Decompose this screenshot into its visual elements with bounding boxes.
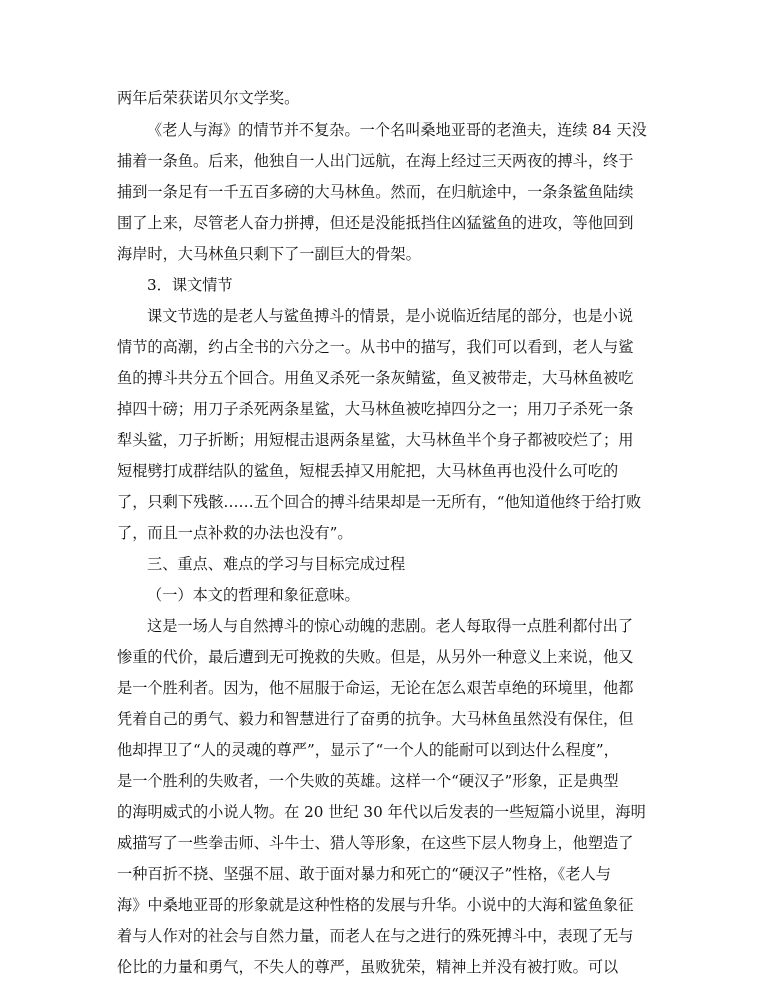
text-line: 课文节选的是老人与鲨鱼搏斗的情景，是小说临近结尾的部分，也是小说 — [147, 307, 633, 325]
text-line: 短棍劈打成群结队的鲨鱼，短棍丢掉又用舵把，大马林鱼再也没什么可吃的 — [117, 462, 619, 480]
section-heading: 3．课文情节 — [147, 276, 233, 294]
text-line: 是一个胜利的失败者，一个失败的英雄。这样一个“硬汉子”形象，正是典型 — [117, 772, 619, 790]
text-line: 着与人作对的社会与自然力量，而老人在与之进行的殊死搏斗中，表现了无与 — [117, 927, 634, 945]
section-heading: 三、重点、难点的学习与目标完成过程 — [147, 555, 406, 573]
text-line: 的海明威式的小说人物。在 20 世纪 30 年代以后发表的一些短篇小说里，海明 — [117, 803, 646, 821]
text-line: 一种百折不挠、坚强不屈、敢于面对暴力和死亡的“硬汉子”性格，《老人与 — [117, 865, 611, 883]
text-line: 捕着一条鱼。后来，他独自一人出门远航，在海上经过三天两夜的搏斗，终于 — [117, 152, 634, 170]
text-line: 海岸时，大马林鱼只剩下了一副巨大的骨架。 — [117, 245, 421, 263]
text-line: 犁头鲨，刀子折断；用短棍击退两条星鲨，大马林鱼半个身子都被咬烂了；用 — [117, 431, 634, 449]
text-line: 了，而且一点补救的办法也没有”。 — [117, 524, 353, 542]
text-line: 这是一场人与自然搏斗的惊心动魄的悲剧。老人每取得一点胜利都付出了 — [147, 617, 633, 635]
text-line: 《老人与海》的情节并不复杂。一个名叫桑地亚哥的老渔夫，连续 84 天没 — [147, 121, 647, 139]
text-line: 他却捍卫了“人的灵魂的尊严”，显示了“一个人的能耐可以到达什么程度”， — [117, 741, 619, 759]
text-line: 是一个胜利者。因为，他不屈服于命运，无论在怎么艰苦卓绝的环境里，他都 — [117, 679, 634, 697]
text-line: 惨重的代价，最后遭到无可挽救的失败。但是，从另外一种意义上来说，他又 — [117, 648, 634, 666]
text-line: 掉四十磅；用刀子杀死两条星鲨，大马林鱼被吃掉四分之一；用刀子杀死一条 — [117, 400, 634, 418]
text-line: 鱼的搏斗共分五个回合。用鱼叉杀死一条灰鲭鲨，鱼叉被带走，大马林鱼被吃 — [117, 369, 634, 387]
text-line: 凭着自己的勇气、毅力和智慧进行了奋勇的抗争。大马林鱼虽然没有保住，但 — [117, 710, 634, 728]
text-line: 情节的高潮，约占全书的六分之一。从书中的描写，我们可以看到，老人与鲨 — [117, 338, 634, 356]
text-line: 海》中桑地亚哥的形象就是这种性格的发展与升华。小说中的大海和鲨鱼象征 — [117, 896, 634, 914]
text-line: 伦比的力量和勇气，不失人的尊严，虽败犹荣，精神上并没有被打败。可以 — [117, 958, 619, 976]
text-line: 威描写了一些拳击师、斗牛士、猎人等形象，在这些下层人物身上，他塑造了 — [117, 834, 634, 852]
text-line: 两年后荣获诺贝尔文学奖。 — [117, 89, 300, 107]
text-line: 了，只剩下残骸……五个回合的搏斗结果却是一无所有，“他知道他终于给打败 — [117, 493, 642, 511]
text-line: 围了上来，尽管老人奋力拼搏，但还是没能抵挡住凶猛鲨鱼的进攻，等他回到 — [117, 214, 634, 232]
text-line: 捕到一条足有一千五百多磅的大马林鱼。然而，在归航途中，一条条鲨鱼陆续 — [117, 183, 634, 201]
subsection-heading: （一）本文的哲理和象征意味。 — [147, 586, 360, 604]
